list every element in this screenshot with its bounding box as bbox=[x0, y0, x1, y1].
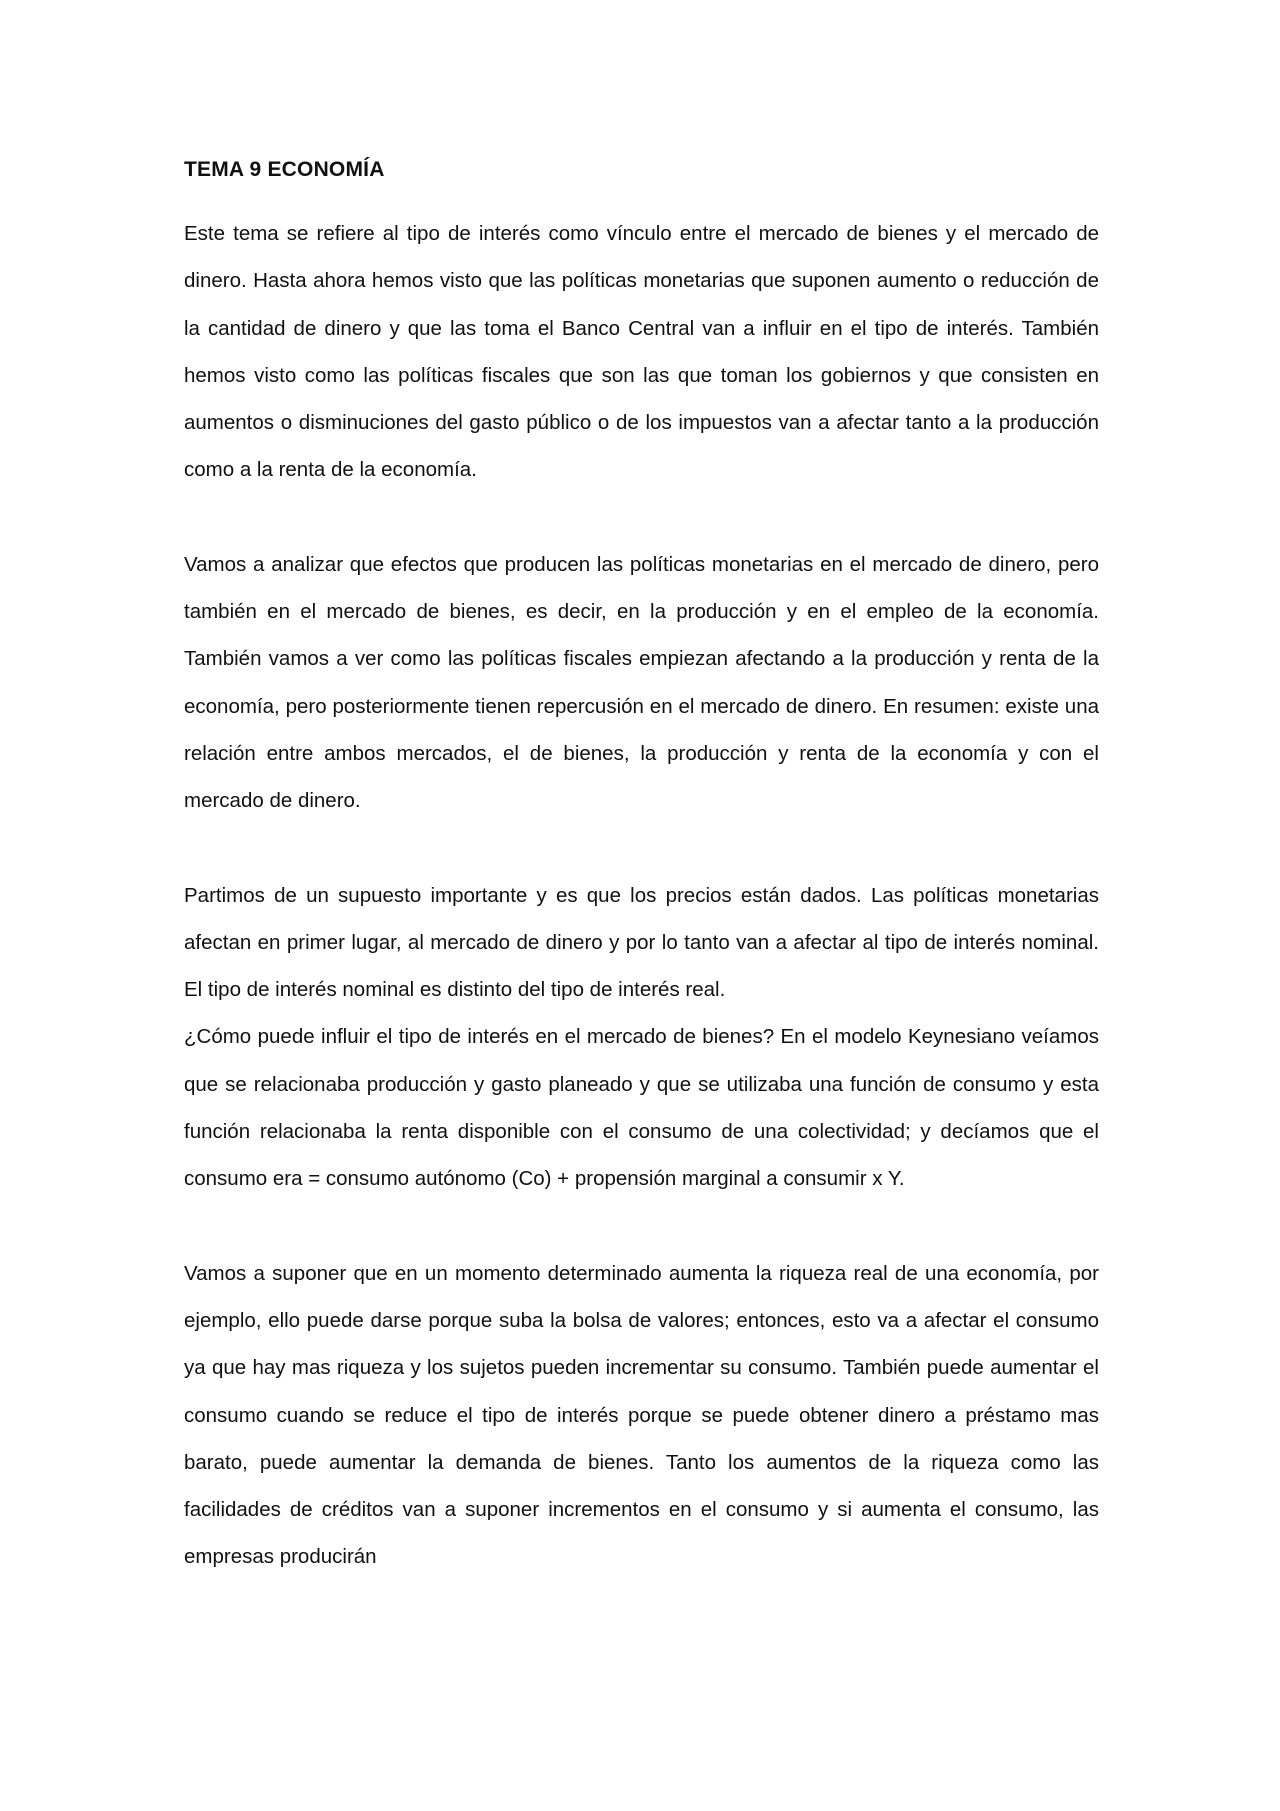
paragraph-5: Vamos a suponer que en un momento determinado aumenta la riqueza real de una economía, por ejemplo, ello puede darse porque suba la bolsa de valores; entonces, esto va a afectar el consumo ya que hay mas riqueza y los sujetos pueden incrementar su consumo. También puede aumentar el consumo cuando se reduce el tipo de interés porque se puede obtener dinero a préstamo mas barato, puede aumentar la demanda de bienes. Tanto los aumentos de la riqueza como las facilidades de créditos van a suponer incrementos en el consumo y si aumenta el consumo, las empresas producirán bbox=[184, 1261, 1099, 1569]
document-page bbox=[184, 150, 1099, 1581]
paragraph-1: Este tema se refiere al tipo de interés como vínculo entre el mercado de bienes y el mercado de dinero. Hasta ahora hemos visto que las políticas monetarias que suponen aumento o reducción de la cantidad de dinero y que las toma el Banco Central van a influir en el tipo de interés. También hemos visto como las políticas fiscales que son las que toman los gobiernos y que consisten en aumentos o disminuciones del gasto público o de los impuestos van a afectar tanto a la producción como a la renta de la economía. bbox=[184, 222, 1099, 482]
document-title: TEMA 9 ECONOMÍA bbox=[184, 158, 385, 181]
paragraph-3: Partimos de un supuesto importante y es que los precios están dados. Las políticas monetarias afectan en primer lugar, al mercado de dinero y por lo tanto van a afectar al tipo de interés nominal. El tipo de interés nominal es distinto del tipo de interés real. bbox=[184, 883, 1099, 1002]
paragraph-4: ¿Cómo puede influir el tipo de interés en el mercado de bienes? En el modelo Keynesiano veíamos que se relacionaba producción y gasto planeado y que se utilizaba una función de consumo y esta función relacionaba la renta disponible con el consumo de una colectividad; y decíamos que el consumo era = consumo autónomo (Co) + propensión marginal a consumir x Y. bbox=[184, 1025, 1099, 1191]
paragraph-2: Vamos a analizar que efectos que producen las políticas monetarias en el mercado de dinero, pero también en el mercado de bienes, es decir, en la producción y en el empleo de la economía. También vamos a ver como las políticas fiscales empiezan afectando a la producción y renta de la economía, pero posteriormente tienen repercusión en el mercado de dinero. En resumen: existe una relación entre ambos mercados, el de bienes, la producción y renta de la economía y con el mercado de dinero. bbox=[184, 552, 1099, 813]
